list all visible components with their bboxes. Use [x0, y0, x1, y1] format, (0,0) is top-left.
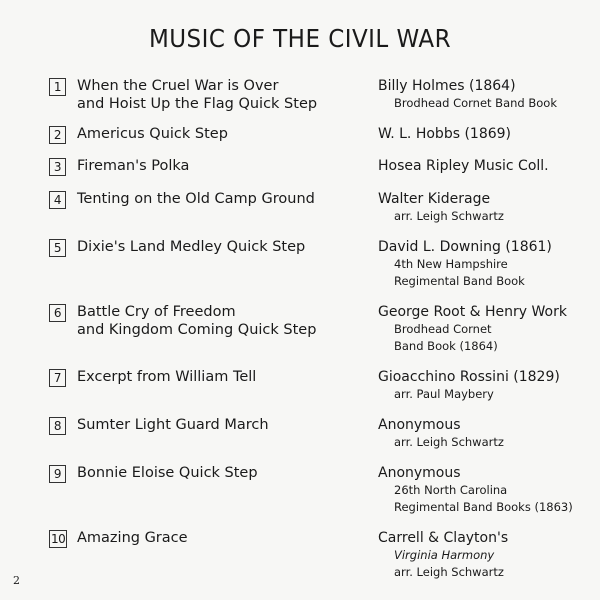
track-title-line: Battle Cry of Freedom [77, 304, 236, 320]
track-credit-detail: Virginia Harmony [394, 548, 495, 562]
track-credit-detail: Band Book (1864) [394, 339, 498, 353]
track-number: 1 [49, 78, 66, 96]
track-title [77, 416, 367, 434]
track-number: 8 [49, 417, 66, 435]
track-title [77, 464, 367, 482]
track-credit-detail: 4th New Hampshire [394, 257, 508, 271]
track-credit [378, 368, 593, 403]
track-composer: W. L. Hobbs (1869) [378, 126, 511, 142]
track-title [77, 529, 367, 547]
track-title-line: Dixie's Land Medley Quick Step [77, 239, 306, 255]
track-credit-detail: arr. Paul Maybery [394, 387, 494, 401]
page-title: MUSIC OF THE CIVIL WAR [148, 24, 452, 53]
track-title-line: When the Cruel War is Over [77, 78, 279, 94]
track-number: 4 [49, 191, 66, 209]
track-credit [378, 125, 593, 143]
track-number: 10 [51, 532, 66, 546]
track-title-line: Tenting on the Old Camp Ground [77, 191, 315, 207]
track-number: 2 [49, 126, 66, 144]
track-credit [378, 464, 593, 516]
track-credit-detail: Regimental Band Book [394, 274, 525, 288]
track-composer: David L. Downing (1861) [378, 239, 552, 255]
track-title-line: Fireman's Polka [77, 158, 190, 174]
track-title [77, 157, 367, 175]
track-credit-detail: Brodhead Cornet [394, 322, 492, 336]
track-credit-detail: arr. Leigh Schwartz [394, 209, 504, 223]
track-credit-detail: arr. Leigh Schwartz [394, 435, 504, 449]
track-credit-detail: Brodhead Cornet Band Book [394, 96, 557, 110]
track-composer: Anonymous [378, 417, 461, 433]
track-credit [378, 77, 593, 112]
track-composer: Gioacchino Rossini (1829) [378, 369, 560, 385]
track-credit [378, 157, 593, 175]
track-title-line: Excerpt from William Tell [77, 369, 257, 385]
track-title-line: and Hoist Up the Flag Quick Step [77, 96, 318, 112]
track-title [77, 190, 367, 208]
track-credit-detail: Regimental Band Books (1863) [394, 500, 573, 514]
track-number: 9 [49, 465, 66, 483]
track-title [77, 238, 367, 256]
track-number: 3 [49, 158, 66, 176]
track-title [77, 125, 367, 143]
track-composer: Billy Holmes (1864) [378, 78, 516, 94]
track-credit [378, 303, 593, 355]
track-credit [378, 529, 593, 581]
track-title-line: Amazing Grace [77, 530, 188, 546]
track-composer: Anonymous [378, 465, 461, 481]
track-title-line: Americus Quick Step [77, 126, 228, 142]
page-number: 2 [13, 574, 20, 587]
track-composer: Carrell & Clayton's [378, 530, 509, 546]
track-credit [378, 190, 593, 225]
track-number: 5 [49, 239, 66, 257]
track-title [77, 303, 367, 339]
track-credit-detail: arr. Leigh Schwartz [394, 565, 504, 579]
track-credit [378, 416, 593, 451]
track-composer: Hosea Ripley Music Coll. [378, 158, 549, 174]
track-credit [378, 238, 593, 290]
track-title [77, 77, 367, 113]
track-title-line: Bonnie Eloise Quick Step [77, 465, 258, 481]
track-number: 7 [49, 369, 66, 387]
track-credit-detail: 26th North Carolina [394, 483, 508, 497]
track-title-line: Sumter Light Guard March [77, 417, 269, 433]
track-number: 6 [49, 304, 66, 322]
track-title-line: and Kingdom Coming Quick Step [77, 322, 317, 338]
track-title [77, 368, 367, 386]
track-composer: George Root & Henry Work [378, 304, 567, 320]
track-composer: Walter Kiderage [378, 191, 491, 207]
